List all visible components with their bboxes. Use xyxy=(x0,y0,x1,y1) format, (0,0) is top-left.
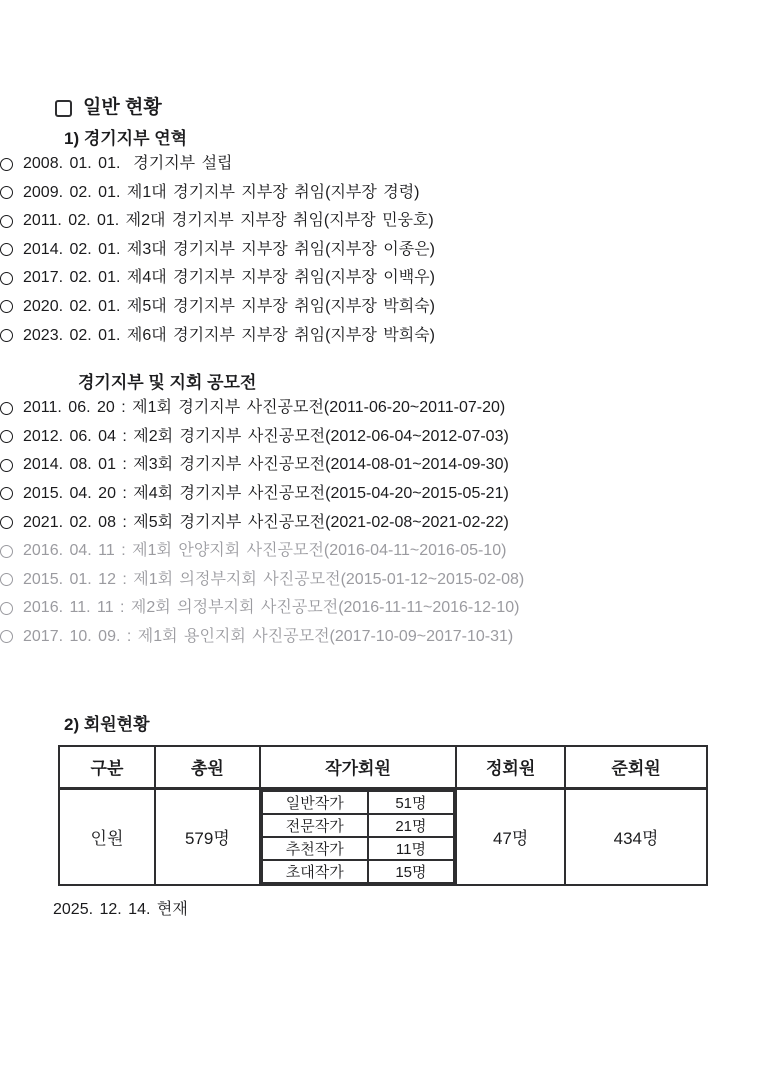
list-item xyxy=(0,207,764,236)
list-item xyxy=(0,293,764,322)
table-row xyxy=(262,837,454,860)
writer-count-cell: 51명 xyxy=(368,791,455,814)
list-item-text: 2011. 06. 20 : 제1회 경기지부 사진공모전(2011-06-20~2011-07-20) xyxy=(23,399,506,417)
list-item-text: 2011. 02. 01. 제2대 경기지부 지부장 취임(지부장 민웅호) xyxy=(23,212,434,230)
list-item-text: 2017. 10. 09. : 제1회 용인지회 사진공모전(2017-10-09~2017-10-31) xyxy=(23,627,514,645)
table-row xyxy=(262,791,454,814)
total-cell: 579명 xyxy=(155,788,260,885)
circle-bullet-icon xyxy=(0,545,13,558)
writer-type-cell: 초대작가 xyxy=(262,860,368,883)
list-item xyxy=(0,594,764,623)
page-title-text: 일반 현황 xyxy=(83,97,162,118)
list-item xyxy=(0,566,764,595)
writer-count-cell: 15명 xyxy=(368,860,455,883)
circle-bullet-icon xyxy=(0,329,13,342)
associate-members-cell: 434명 xyxy=(565,788,707,885)
list-item xyxy=(0,509,764,538)
table-row xyxy=(262,814,454,837)
regular-members-cell: 47명 xyxy=(456,788,565,885)
list-item-text: 2008. 01. 01. 경기지부 설립 xyxy=(23,155,233,172)
page-title xyxy=(55,96,764,120)
as-of-date: 2025. 12. 14. 현재 xyxy=(53,900,188,918)
circle-bullet-icon xyxy=(0,516,13,529)
column-header: 정회원 xyxy=(456,746,565,789)
circle-bullet-icon xyxy=(0,459,13,472)
circle-bullet-icon xyxy=(0,272,13,285)
circle-bullet-icon xyxy=(0,186,13,199)
list-item xyxy=(0,150,764,179)
circle-bullet-icon xyxy=(0,630,13,643)
list-item-text: 2016. 04. 11 : 제1회 안양지회 사진공모전(2016-04-11~2016-05-10) xyxy=(23,542,507,560)
list-item-text: 2020. 02. 01. 제5대 경기지부 지부장 취임(지부장 박희숙) xyxy=(23,297,435,315)
circle-bullet-icon xyxy=(0,430,13,443)
list-item-text: 2014. 02. 01. 제3대 경기지부 지부장 취임(지부장 이종은) xyxy=(23,240,435,258)
column-header: 구분 xyxy=(59,746,155,789)
writer-count-cell: 21명 xyxy=(368,814,455,837)
list-item xyxy=(0,236,764,265)
list-item-text: 2021. 02. 08 : 제5회 경기지부 사진공모전(2021-02-08~2021-02-22) xyxy=(23,513,509,531)
writer-type-cell: 추천작가 xyxy=(262,837,368,860)
column-header: 작가회원 xyxy=(260,746,456,789)
circle-bullet-icon xyxy=(0,158,13,171)
circle-bullet-icon xyxy=(0,487,13,500)
circle-bullet-icon xyxy=(0,402,13,415)
history-list xyxy=(0,150,764,350)
table-row xyxy=(59,788,707,885)
list-item xyxy=(0,423,764,452)
writers-cell xyxy=(260,788,456,885)
members-table xyxy=(58,745,708,886)
history-heading: 1) 경기지부 연혁 xyxy=(64,129,188,148)
circle-bullet-icon xyxy=(0,215,13,228)
list-item-text: 2015. 04. 20 : 제4회 경기지부 사진공모전(2015-04-20~2015-05-21) xyxy=(23,484,509,502)
list-item xyxy=(0,480,764,509)
table-row xyxy=(262,860,454,883)
list-item xyxy=(0,179,764,208)
list-item xyxy=(0,322,764,351)
circle-bullet-icon xyxy=(0,573,13,586)
writer-count-cell: 11명 xyxy=(368,837,455,860)
list-item xyxy=(0,623,764,652)
circle-bullet-icon xyxy=(0,602,13,615)
members-heading: 2) 회원현황 xyxy=(64,714,150,734)
writer-type-cell: 일반작가 xyxy=(262,791,368,814)
list-item-text: 2009. 02. 01. 제1대 경기지부 지부장 취임(지부장 경령) xyxy=(23,183,420,201)
list-item xyxy=(0,394,764,423)
list-item-text: 2014. 08. 01 : 제3회 경기지부 사진공모전(2014-08-01~2014-09-30) xyxy=(23,456,509,474)
contests-list xyxy=(0,394,764,651)
list-item-text: 2015. 01. 12 : 제1회 의정부지회 사진공모전(2015-01-12~2015-02-08) xyxy=(23,570,525,588)
table-header-row xyxy=(59,746,707,789)
list-item xyxy=(0,451,764,480)
column-header: 총원 xyxy=(155,746,260,789)
column-header: 준회원 xyxy=(565,746,707,789)
list-item-text: 2023. 02. 01. 제6대 경기지부 지부장 취임(지부장 박희숙) xyxy=(23,326,435,344)
row-label-cell: 인원 xyxy=(59,788,155,885)
circle-bullet-icon xyxy=(0,300,13,313)
list-item-text: 2017. 02. 01. 제4대 경기지부 지부장 취임(지부장 이백우) xyxy=(23,269,435,287)
contests-heading: 경기지부 및 지회 공모전 xyxy=(78,373,257,393)
list-item-text: 2012. 06. 04 : 제2회 경기지부 사진공모전(2012-06-04~2012-07-03) xyxy=(23,427,509,445)
circle-bullet-icon xyxy=(0,243,13,256)
writers-subtable xyxy=(261,790,455,884)
checkbox-icon xyxy=(55,100,72,117)
list-item-text: 2016. 11. 11 : 제2회 의정부지회 사진공모전(2016-11-11~2016-12-10) xyxy=(23,599,520,617)
list-item xyxy=(0,264,764,293)
list-item xyxy=(0,537,764,566)
writer-type-cell: 전문작가 xyxy=(262,814,368,837)
